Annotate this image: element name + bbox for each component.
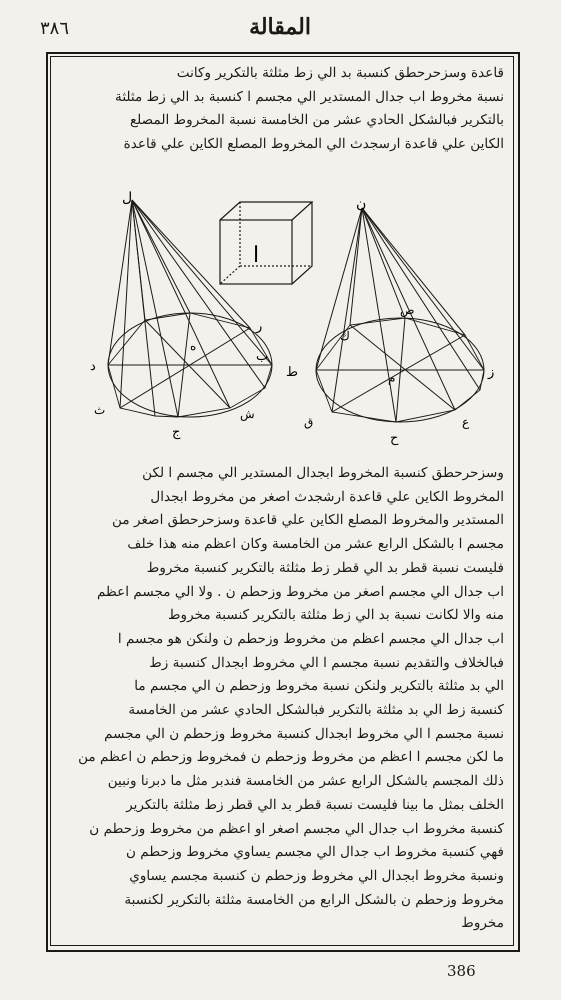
right-cone-bottom-label: ح — [390, 431, 399, 446]
cube-label: ا — [252, 243, 260, 268]
left-cone-right-label: ب — [256, 349, 269, 364]
right-cone-inner-label: ك — [340, 329, 350, 343]
left-cone-bottom-left-label: ث — [94, 403, 106, 417]
right-cone-bottom-right-label: ع — [462, 415, 470, 429]
page-title: المقالة — [249, 14, 311, 40]
body-text-bottom — [60, 462, 504, 936]
text-line: المستدير والمخروط المصلع الكاين علي قاعدة وسزحرحطق اصغر من — [112, 512, 504, 529]
text-line: ذلك المجسم بالشكل الرابع عشر من الخامسة فندبر مثل ما دبرنا ونبين — [107, 773, 504, 790]
text-line: الي بد مثلثة بالتكرير ولنكن نسبة مخروط وزحطم ن الي مجسم ما — [134, 678, 504, 695]
cube-figure — [220, 202, 312, 284]
arabic-page-number: ٣٨٦ — [40, 18, 70, 39]
right-cone-inner-label: م — [388, 371, 396, 385]
geometric-figure — [60, 190, 504, 460]
text-line: قاعدة وسزحرحطق كنسبة بد الي زط مثلثة بالتكرير وكانت — [176, 65, 504, 81]
text-line: الخلف بمثل ما بينا فليست نسبة قطر بد الي قطر زط مثلثة بالتكرير — [126, 796, 504, 813]
text-line: ونسبة مخروط ابجدال الي مخروط وزحطم ن كنسبة مجسم يساوي — [129, 867, 504, 884]
text-line: وسزحرحطق كنسبة المخروط ابجدال المستدير الي مجسم ا لكن — [142, 465, 504, 481]
text-line: بالتكرير فبالشكل الحادي عشر من الخامسة نسبة المخروط المصلع — [129, 112, 504, 129]
cube-side-face — [292, 202, 312, 284]
text-line: نسبة مخروط اب جدال المستدير الي مجسم ا كنسبة بد الي زط مثلثة — [115, 88, 504, 105]
text-line: نسبة مجسم ا الي مخروط ابجدال كنسبة مخروط وزحطم ن الي مجسم — [104, 725, 504, 742]
right-cone-inner-label: ص — [400, 303, 415, 317]
text-line: اب جدال الي مجسم اصغر من مخروط وزحطم ن . ولا الي مجسم اعظم — [96, 583, 504, 600]
text-line: كنسبة زط الي بد مثلثة بالتكرير فبالشكل الحادي عشر من الخامسة — [128, 702, 504, 719]
text-line: فبالخلاف والتقديم نسبة مجسم ا الي مخروط ابجدال كنسبة زط — [149, 654, 504, 671]
cube-hidden-edge — [220, 266, 240, 284]
text-line: المخروط الكاين علي قاعدة ارشجدث اصغر من مخروط ابجدال — [150, 488, 504, 505]
text-line: فهي كنسبة مخروط اب جدال الي مجسم يساوي مخروط وزحطم ن — [126, 844, 504, 861]
text-line: مجسم ا بالشكل الرابع عشر من الخامسة وكان اعظم منه هذا خلف — [127, 536, 504, 553]
left-cone — [108, 200, 272, 417]
right-cone-bottom-left-label: ق — [304, 415, 314, 429]
left-cone-inner-label: ر — [256, 319, 263, 334]
footer-page-number: 386 — [447, 962, 476, 980]
cube-top-face — [220, 202, 312, 220]
left-cone-inner-label: ه — [190, 339, 197, 353]
text-line: اب جدال الي مجسم اعظم من مخروط وزحطم ن ولنكن هو مجسم ا — [117, 630, 504, 647]
right-cone-apex-label: ن — [356, 196, 367, 212]
page-header — [40, 14, 520, 54]
left-cone-left-label: د — [90, 359, 96, 374]
left-cone-apex-label: ل — [122, 190, 133, 206]
right-cone-left-label: ط — [286, 365, 299, 380]
text-line: كنسبة مخروط اب جدال الي مجسم اصغر او اعظم من مخروط وزحطم ن — [89, 820, 504, 837]
text-line: منه والا لكانت نسبة بد الي زط مثلثة بالتكرير كنسبة مخروط — [167, 607, 504, 624]
body-text-top — [60, 62, 504, 157]
text-line: فليست نسبة قطر بد الي قطر زط مثلثة بالتكرير كنسبة مخروط — [146, 559, 504, 576]
left-cone-bottom-label: ج — [172, 425, 181, 440]
text-line: الكاين علي قاعدة ارسجدث الي المخروط المصلع الكاين علي قاعدة — [123, 136, 504, 153]
text-line: مخروط وزحطم ن بالشكل الرابع من الخامسة مثلثة بالتكرير لكنسبة — [124, 891, 504, 908]
left-cone-bottom-right-label: ش — [240, 407, 255, 421]
right-cone-right-label: ز — [488, 365, 495, 380]
text-line: مخروط — [461, 915, 504, 932]
text-line: ما لكن مجسم ا اعظم من مخروط وزحطم ن فمخروط وزحطم ن اعظم من — [78, 749, 504, 766]
